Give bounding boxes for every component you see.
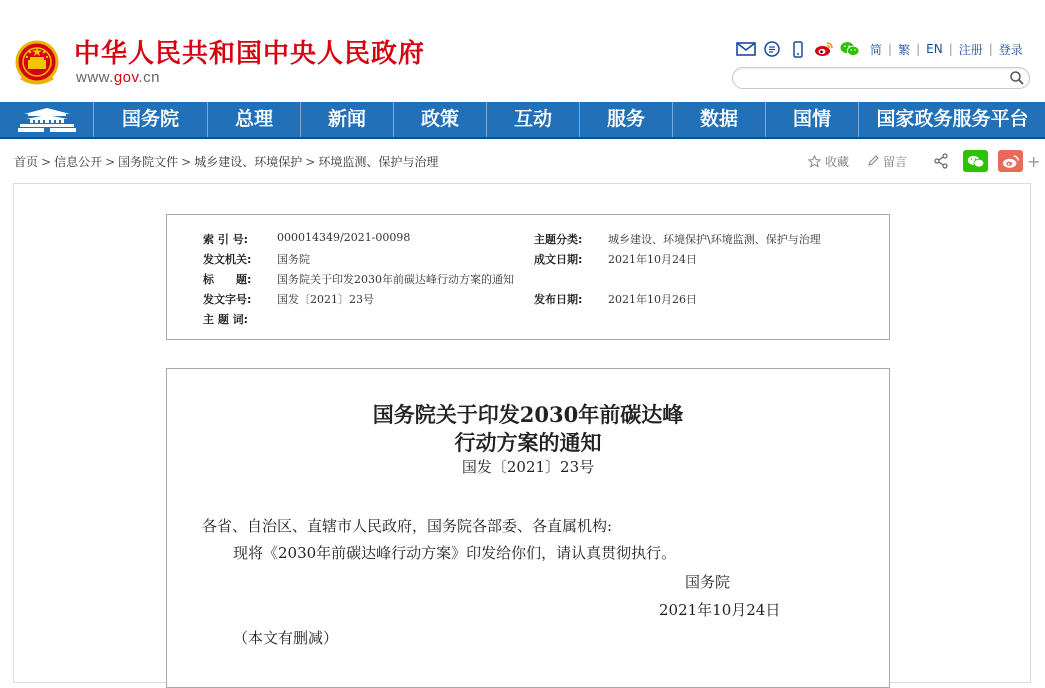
wechat-icon	[967, 154, 985, 169]
english-link[interactable]: EN	[926, 42, 943, 56]
created-date-label: 成文日期:	[534, 253, 583, 266]
breadcrumb-home[interactable]: 首页	[14, 155, 39, 169]
created-date-value: 2021年10月24日	[608, 253, 697, 266]
breadcrumb-separator: >	[41, 155, 52, 169]
nav-item-news[interactable]: 新闻	[300, 102, 393, 137]
site-header	[0, 0, 1045, 102]
published-date-label: 发布日期:	[534, 293, 583, 306]
nav-item-national-profile[interactable]: 国情	[765, 102, 858, 137]
header-toolbar	[736, 38, 1023, 60]
register-link[interactable]: 注册	[958, 42, 983, 57]
rss-icon[interactable]	[762, 39, 782, 59]
breadcrumb-urban-environment[interactable]: 城乡建设、环境保护	[194, 155, 303, 169]
toolbar-separator: |	[948, 42, 953, 56]
comment-button[interactable]	[867, 153, 907, 170]
page-actions	[808, 150, 1040, 172]
site-url-gov: gov	[113, 69, 139, 86]
document-note: （本文有删减）	[233, 629, 339, 647]
document-number: 国发〔2021〕23号	[461, 458, 595, 476]
doc-number-value: 国发〔2021〕23号	[277, 293, 374, 306]
issuer-value: 国务院	[277, 253, 310, 266]
document-title-line-2: 行动方案的通知	[454, 430, 602, 455]
pencil-icon	[867, 155, 879, 167]
tiananmen-icon	[16, 107, 78, 133]
published-date-value: 2021年10月26日	[608, 293, 697, 306]
site-title[interactable]: 中华人民共和国中央人民政府	[74, 39, 426, 69]
nav-item-policy[interactable]: 政策	[393, 102, 486, 137]
index-value: 000014349/2021-00098	[277, 231, 411, 244]
toolbar-separator: |	[916, 42, 921, 56]
share-icon[interactable]	[933, 153, 949, 169]
comment-label: 留言	[883, 154, 908, 169]
document-title-line-1: 国务院关于印发2030年前碳达峰	[372, 402, 684, 427]
mobile-icon[interactable]	[788, 39, 808, 59]
nav-item-interaction[interactable]: 互动	[486, 102, 579, 137]
wechat-icon[interactable]	[840, 39, 860, 59]
topic-label: 主题分类:	[534, 233, 583, 246]
traditional-chinese-link[interactable]: 繁	[898, 42, 911, 57]
document-metadata	[166, 214, 890, 340]
issuer-label: 发文机关:	[203, 253, 252, 266]
title-value: 国务院关于印发2030年前碳达峰行动方案的通知	[277, 273, 514, 286]
site-url[interactable]	[76, 69, 160, 86]
mail-icon[interactable]	[736, 39, 756, 59]
main-nav	[0, 102, 1045, 139]
breadcrumb-separator: >	[305, 155, 316, 169]
document-body	[166, 368, 890, 688]
nav-item-gov-service-platform[interactable]: 国家政务服务平台	[858, 102, 1045, 137]
toolbar-separator: |	[888, 42, 893, 56]
nav-item-services[interactable]: 服务	[579, 102, 672, 137]
nav-item-premier[interactable]: 总理	[207, 102, 300, 137]
index-label: 索 引 号:	[203, 233, 249, 246]
favorite-label: 收藏	[825, 154, 850, 169]
breadcrumb-state-council-documents[interactable]: 国务院文件	[118, 155, 179, 169]
star-icon	[808, 155, 821, 168]
search-box	[732, 67, 1030, 89]
doc-number-label: 发文字号:	[203, 293, 252, 306]
document-body-text: 现将《2030年前碳达峰行动方案》印发给你们，请认真贯彻执行。	[233, 544, 677, 562]
weibo-icon	[1002, 154, 1020, 169]
breadcrumb	[14, 153, 438, 170]
nav-home-button[interactable]	[0, 102, 93, 137]
weibo-icon[interactable]	[814, 39, 834, 59]
share-more-icon[interactable]: +	[1027, 151, 1041, 171]
nav-item-data[interactable]: 数据	[672, 102, 765, 137]
search-icon[interactable]	[1009, 70, 1025, 86]
breadcrumb-info-disclosure[interactable]: 信息公开	[54, 155, 103, 169]
simplified-chinese-link[interactable]: 简	[870, 42, 883, 57]
toolbar-separator: |	[988, 42, 993, 56]
share-wechat-button[interactable]	[963, 150, 988, 172]
breadcrumb-environment-monitoring[interactable]: 环境监测、保护与治理	[318, 155, 439, 169]
breadcrumb-separator: >	[181, 155, 192, 169]
site-url-prefix: www.	[76, 69, 114, 86]
share-weibo-button[interactable]	[998, 150, 1023, 172]
favorite-button[interactable]	[808, 153, 849, 170]
document-salutation: 各省、自治区、直辖市人民政府，国务院各部委、各直属机构:	[202, 517, 613, 535]
title-label: 标 题:	[203, 273, 252, 286]
breadcrumb-separator: >	[105, 155, 116, 169]
topic-value: 城乡建设、环境保护\环境监测、保护与治理	[608, 233, 821, 246]
document-date: 2021年10月24日	[659, 601, 781, 619]
keywords-label: 主 题 词:	[203, 313, 249, 326]
nav-item-state-council[interactable]: 国务院	[93, 102, 207, 137]
site-url-suffix: .cn	[138, 69, 160, 86]
national-emblem-icon[interactable]	[14, 38, 60, 88]
login-link[interactable]: 登录	[998, 42, 1023, 57]
document-signer: 国务院	[685, 573, 731, 591]
search-input[interactable]	[743, 69, 1003, 87]
